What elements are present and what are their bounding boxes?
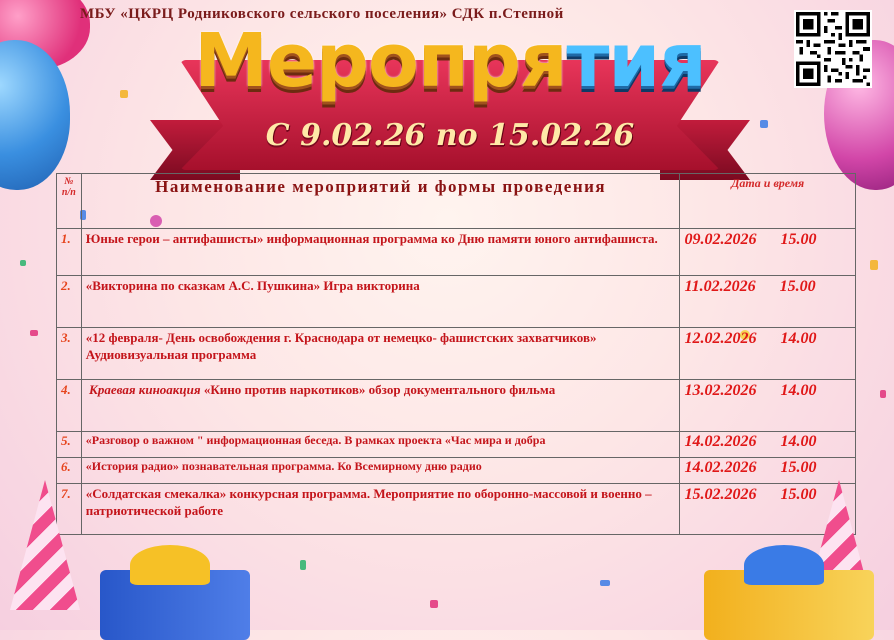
row-num: 4. <box>57 380 82 432</box>
row-name <box>81 380 680 432</box>
table-header-row <box>57 174 856 229</box>
row-name: «12 февраля- День освобождения г. Краснодара от немецко- фашистских захватчиков» Аудиовизуальная программа <box>81 328 680 380</box>
row-num: 5. <box>57 432 82 458</box>
header-date: Дата и время <box>680 174 856 229</box>
table-row <box>57 484 856 535</box>
row-num: 3. <box>57 328 82 380</box>
page-title <box>170 18 730 104</box>
title-main: Меропря <box>194 18 567 104</box>
row-date: 12.02.2026 14.00 <box>680 328 856 380</box>
row-date: 09.02.2026 15.00 <box>680 229 856 276</box>
row-date: 13.02.2026 14.00 <box>680 380 856 432</box>
row-name-rest: «Кино против наркотиков» обзор документального фильма <box>200 382 556 397</box>
row-num: 1. <box>57 229 82 276</box>
header-num: № п/п <box>57 174 82 229</box>
row-name: «Разговор о важном " информационная беседа. В рамках проекта «Час мира и добра <box>81 432 680 458</box>
date-range: С 9.02.26 по 15.02.26 <box>265 118 635 153</box>
table-row <box>57 380 856 432</box>
header-name: Наименование мероприятий и формы проведения <box>81 174 680 229</box>
table-row <box>57 328 856 380</box>
row-date: 14.02.2026 14.00 <box>680 432 856 458</box>
row-date: 11.02.2026 15.00 <box>680 276 856 328</box>
row-num: 2. <box>57 276 82 328</box>
title-accent: тия <box>566 18 706 104</box>
organization-name: МБУ «ЦКРЦ Родниковского сельского поселения» СДК п.Степной <box>80 6 564 22</box>
row-date: 14.02.2026 15.00 <box>680 458 856 484</box>
table-row <box>57 458 856 484</box>
qr-code-icon <box>794 10 872 88</box>
row-name: «История радио» познавательная программа. Ко Всемирному дню радио <box>81 458 680 484</box>
row-name: Юные герои – антифашисты» информационная программа ко Дню памяти юного антифашиста. <box>81 229 680 276</box>
row-name: «Викторина по сказкам А.С. Пушкина» Игра викторина <box>81 276 680 328</box>
gift-bow-decoration <box>744 545 824 585</box>
row-num: 6. <box>57 458 82 484</box>
table-row <box>57 276 856 328</box>
row-date: 15.02.2026 15.00 <box>680 484 856 535</box>
row-name-italic: Краевая киноакция <box>89 382 201 397</box>
table-row <box>57 229 856 276</box>
table-row <box>57 432 856 458</box>
events-table <box>56 173 856 535</box>
row-name: «Солдатская смекалка» конкурсная программа. Мероприятие по оборонно-массовой и военно – патриотической работе <box>81 484 680 535</box>
gift-bow-decoration <box>130 545 210 585</box>
row-num: 7. <box>57 484 82 535</box>
